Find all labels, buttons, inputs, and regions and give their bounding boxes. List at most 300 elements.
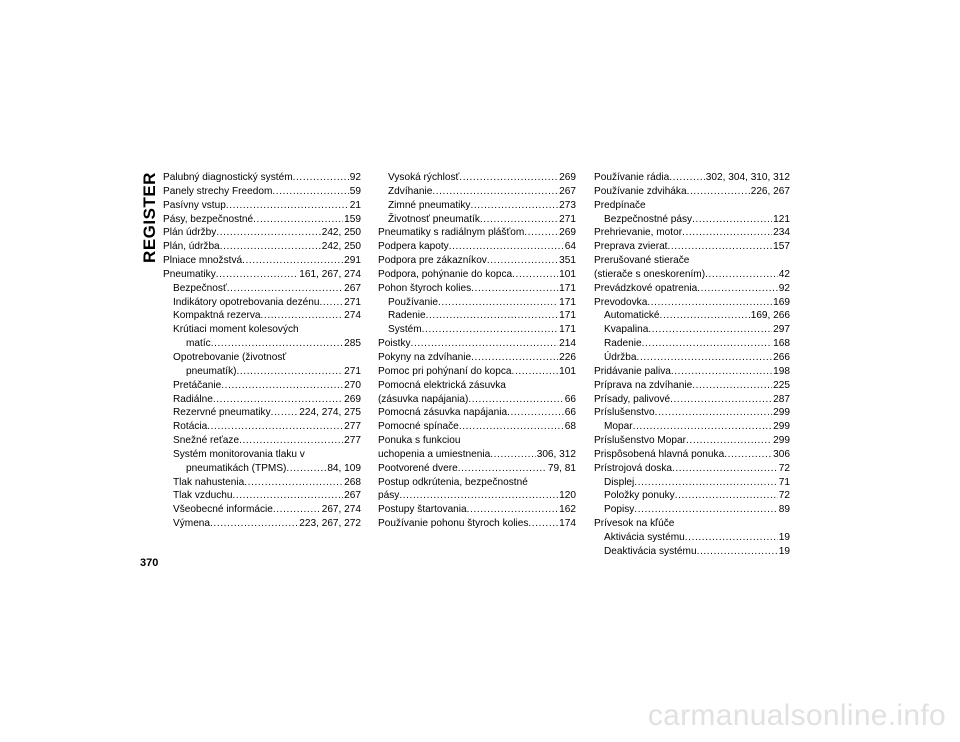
index-entry-page: 299 <box>773 407 790 419</box>
index-entry-term: Príslušenstvo <box>594 407 655 419</box>
index-entry-leader <box>422 323 559 337</box>
index-entry <box>163 393 361 407</box>
index-entry-page: 121 <box>773 213 790 225</box>
index-entry-page: 271 <box>559 213 576 225</box>
index-entry-leader <box>471 282 558 296</box>
index-column-3 <box>594 171 790 559</box>
index-entry-page: 306 <box>773 448 790 460</box>
index-entry-leader <box>432 185 558 199</box>
index-entry-leader <box>655 406 773 420</box>
index-entry-page: 226 <box>559 351 576 363</box>
index-entry-term: Používanie zdviháka <box>594 185 687 197</box>
index-entry <box>378 448 576 462</box>
index-entry-leader <box>660 309 750 323</box>
index-entry-term: (zásuvka napájania) <box>378 393 469 405</box>
index-entry-term: Vysoká rýchlosť <box>388 172 460 183</box>
index-entry <box>378 323 576 337</box>
index-entry-leader <box>242 254 343 268</box>
index-entry-leader <box>471 351 558 365</box>
index-entry-term: Radenie <box>604 338 642 350</box>
index-entry <box>378 171 576 185</box>
index-entry <box>163 171 361 185</box>
index-entry-leader <box>686 434 772 448</box>
index-entry-page: 168 <box>773 338 790 350</box>
index-entry <box>594 185 790 199</box>
index-entry-leader <box>221 379 343 393</box>
index-entry-term: Rotácia <box>173 421 208 433</box>
index-entry-page: 84, 109 <box>327 462 361 474</box>
index-entry-leader <box>207 420 343 434</box>
index-entry-page: 299 <box>773 435 790 447</box>
index-entry <box>163 503 361 517</box>
index-entry-term: Prehrievanie, motor <box>594 227 683 239</box>
index-entry <box>594 268 790 282</box>
index-entry-page: 174 <box>559 518 576 530</box>
index-entry <box>378 240 576 254</box>
index-entry-leader <box>633 420 773 434</box>
index-entry <box>163 309 361 323</box>
index-entry-leader <box>458 462 547 476</box>
index-entry-term: Pokyny na zdvíhanie <box>378 351 472 363</box>
index-entry-term: Kvapalina <box>604 324 649 336</box>
index-entry-leader <box>271 406 299 420</box>
index-entry-term: Systém monitorovania tlaku v <box>173 448 305 460</box>
index-entry <box>594 420 790 434</box>
index-entry-page: 171 <box>559 296 576 308</box>
index-entry-page: 101 <box>559 268 576 280</box>
index-entry <box>163 185 361 199</box>
index-entry-term: Plán údržby <box>163 227 217 239</box>
index-entry <box>163 240 361 254</box>
index-entry-term: Plniace množstvá <box>163 255 243 267</box>
index-entry-term: Pásy, bezpečnostné <box>163 213 254 225</box>
index-entry-term: Rezervné pneumatiky <box>173 407 271 419</box>
index-entry-leader <box>272 185 348 199</box>
index-entry-page: 297 <box>773 324 790 336</box>
index-entry-leader <box>648 323 772 337</box>
index-entry-page: 120 <box>559 490 576 502</box>
index-entry-leader <box>226 199 349 213</box>
index-entry-leader <box>675 489 778 503</box>
index-entry <box>163 434 361 448</box>
index-entry <box>378 379 576 393</box>
index-entry-term: Pomocná zásuvka napájania <box>378 407 508 419</box>
index-entry-leader <box>244 476 343 490</box>
index-entry-term: Používanie rádia <box>594 172 670 183</box>
index-entry-page: 224, 274, 275 <box>299 407 361 419</box>
index-entry <box>378 393 576 407</box>
index-entry <box>378 226 576 240</box>
index-entry-term: Pridávanie paliva <box>594 365 671 377</box>
index-entry <box>378 199 576 213</box>
index-entry-leader <box>216 226 320 240</box>
index-entry-page: 267 <box>344 282 361 294</box>
index-entry <box>378 406 576 420</box>
index-entry-leader <box>634 503 777 517</box>
index-entry-term: Panely strechy Freedom <box>163 185 273 197</box>
index-entry-page: 64 <box>564 241 576 253</box>
index-entry <box>378 185 576 199</box>
index-entry <box>163 448 361 462</box>
index-entry-page: 269 <box>559 227 576 239</box>
index-entry-leader <box>642 337 773 351</box>
index-entry-term: Pretáčanie <box>173 379 222 391</box>
index-entry-term: Pohon štyroch kolies <box>378 282 472 294</box>
index-entry-page: 159 <box>344 213 361 225</box>
index-entry <box>594 448 790 462</box>
index-entry <box>163 254 361 268</box>
index-entry <box>163 213 361 227</box>
index-entry <box>594 434 790 448</box>
index-entry <box>163 282 361 296</box>
index-entry-term: Bezpečnostné pásy <box>604 213 693 225</box>
index-entry-leader <box>692 379 772 393</box>
index-entry-term: Všeobecné informácie <box>173 504 273 516</box>
index-entry-page: 266 <box>773 351 790 363</box>
index-entry <box>594 226 790 240</box>
index-entry-leader <box>470 199 558 213</box>
index-entry-page: 242, 250 <box>321 241 361 253</box>
index-entry-page: 101 <box>559 365 576 377</box>
index-entry-page: 68 <box>564 421 576 433</box>
index-entry-leader <box>399 489 558 503</box>
index-entry <box>163 462 361 476</box>
index-entry-page: 92 <box>778 282 790 294</box>
index-entry-leader <box>487 254 558 268</box>
index-entry <box>163 226 361 240</box>
index-entry-term: Pasívny vstup <box>163 199 226 211</box>
index-entry-leader <box>293 171 349 185</box>
index-entry <box>594 213 790 227</box>
index-entry <box>378 503 576 517</box>
index-entry-term: Pomoc pri pohýnaní do kopca <box>378 365 512 377</box>
index-entry-page: 277 <box>344 435 361 447</box>
index-entry <box>594 282 790 296</box>
index-entry-leader <box>210 517 298 531</box>
index-entry-page: 171 <box>559 324 576 336</box>
index-entry-page: 169 <box>773 296 790 308</box>
index-entry-term: Výmena <box>173 518 211 530</box>
index-entry <box>594 199 790 213</box>
index-entry-term: Deaktivácia systému <box>604 545 697 557</box>
index-entry-leader <box>687 185 750 199</box>
index-entry-page: 42 <box>778 268 790 280</box>
index-entry-page: 271 <box>344 296 361 308</box>
index-entry <box>594 309 790 323</box>
index-entry-term: Preprava zvierat <box>594 241 668 253</box>
index-entry-term: pneumatík) <box>186 365 237 377</box>
index-entry-leader <box>438 296 558 310</box>
index-entry-leader <box>232 489 343 503</box>
index-entry-page: 223, 267, 272 <box>299 518 361 530</box>
index-entry-term: Príslušenstvo Mopar <box>594 435 687 447</box>
index-entry-term: Položky ponuky <box>604 490 675 502</box>
index-entry-page: 302, 304, 310, 312 <box>705 172 790 183</box>
index-entry-page: 225 <box>773 379 790 391</box>
index-entry-page: 72 <box>778 462 790 474</box>
index-entry-page: 198 <box>773 365 790 377</box>
index-entry-leader <box>459 171 558 185</box>
index-entry-page: 267, 274 <box>321 504 361 516</box>
page-number: 370 <box>140 557 159 569</box>
index-entry <box>594 323 790 337</box>
index-entry-term: Aktivácia systému <box>604 531 685 543</box>
index-entry-term: Pneumatiky s radiálnym plášťom <box>378 227 525 239</box>
index-entry <box>594 337 790 351</box>
index-entry-term: Podpora pre zákazníkov <box>378 255 487 267</box>
index-entry <box>378 337 576 351</box>
index-entry <box>594 296 790 310</box>
index-entry-leader <box>319 296 343 310</box>
index-entry-term: Zdvíhanie <box>388 185 433 197</box>
index-entry-page: 79, 81 <box>547 462 576 474</box>
index-entry-leader <box>697 545 778 559</box>
index-entry <box>163 420 361 434</box>
index-entry-leader <box>490 448 535 462</box>
index-entry-page: 269 <box>344 393 361 405</box>
index-entry <box>378 434 576 448</box>
index-entry <box>378 282 576 296</box>
index-entry-page: 162 <box>559 504 576 516</box>
index-entry-leader <box>528 517 558 531</box>
index-entry-leader <box>211 337 343 351</box>
index-entry <box>594 393 790 407</box>
index-entry <box>594 254 790 268</box>
index-entry <box>163 365 361 379</box>
index-entry-term: Mopar <box>604 421 633 433</box>
index-entry-term: Prísady, palivové <box>594 393 671 405</box>
index-entry-term: Životnosť pneumatík <box>388 213 480 225</box>
index-entry <box>594 351 790 365</box>
index-entry-term: Prispôsobená hlavná ponuka <box>594 448 725 460</box>
index-entry <box>163 296 361 310</box>
watermark: carmanualsonline.info <box>647 699 946 732</box>
index-entry-page: 285 <box>344 338 361 350</box>
index-entry <box>594 489 790 503</box>
index-entry <box>594 365 790 379</box>
index-entry-page: 59 <box>349 185 361 197</box>
index-entry-leader <box>682 226 772 240</box>
index-entry <box>163 337 361 351</box>
index-entry-page: 66 <box>564 407 576 419</box>
index-entry-term: (stierače s oneskorením) <box>594 268 706 280</box>
index-entry-page: 267 <box>559 185 576 197</box>
index-entry-leader <box>237 365 344 379</box>
index-entry-page: 291 <box>344 255 361 267</box>
index-entry-page: 72 <box>778 490 790 502</box>
index-entry-page: 274 <box>344 310 361 322</box>
index-entry-term: Prevodovka <box>594 296 648 308</box>
index-entry-term: Kompaktná rezerva <box>173 310 261 322</box>
index-entry-term: Údržba <box>604 351 637 363</box>
index-entry-term: Prerušované stierače <box>594 255 690 267</box>
index-entry-term: Popisy <box>604 504 635 516</box>
index-entry-page: 234 <box>773 227 790 239</box>
index-entry <box>163 323 361 337</box>
index-entry-page: 306, 312 <box>536 448 576 460</box>
index-entry <box>594 406 790 420</box>
index-entry-term: Snežné reťaze <box>173 435 240 447</box>
index-entry-term: Predpínače <box>594 199 646 211</box>
index-entry-term: Prístrojová doska <box>594 462 672 474</box>
index-entry-term: Podpera kapoty <box>378 241 449 253</box>
index-entry-leader <box>670 393 772 407</box>
index-entry-term: Používanie pohonu štyroch kolies <box>378 518 529 530</box>
index-entry <box>163 489 361 503</box>
index-entry-page: 157 <box>773 241 790 253</box>
index-entry <box>594 531 790 545</box>
index-entry-leader <box>411 337 559 351</box>
index-entry-term: Tlak nahustenia <box>173 476 245 488</box>
index-entry-term: Pomocná elektrická zásuvka <box>378 379 506 391</box>
index-entry-page: 270 <box>344 379 361 391</box>
index-entry <box>163 268 361 282</box>
index-entry <box>378 476 576 490</box>
index-entry-term: Tlak vzduchu <box>173 490 233 502</box>
index-entry-leader <box>512 268 558 282</box>
index-entry <box>594 462 790 476</box>
index-entry-term: Príprava na zdvíhanie <box>594 379 693 391</box>
index-entry-page: 214 <box>559 338 576 350</box>
index-entry-page: 269 <box>559 172 576 183</box>
index-entry-term: uchopenia a umiestnenia <box>378 448 491 460</box>
index-entry <box>378 309 576 323</box>
index-entry-term: Automatické <box>604 310 660 322</box>
index-entry <box>378 365 576 379</box>
index-entry-term: Indikátory opotrebovania dezénu <box>173 296 320 308</box>
index-entry <box>378 296 576 310</box>
index-entry-page: 89 <box>778 504 790 516</box>
index-entry <box>594 476 790 490</box>
index-entry-term: Pneumatiky <box>163 268 216 280</box>
index-entry-term: Opotrebovanie (životnosť <box>173 351 287 363</box>
index-entry-term: Podpora, pohýnanie do kopca <box>378 268 513 280</box>
index-entry-leader <box>459 420 564 434</box>
index-entry-term: Displej <box>604 476 635 488</box>
index-entry-leader <box>213 393 343 407</box>
index-entry-term: Systém <box>388 324 422 336</box>
section-title-text: REGISTER <box>139 171 159 263</box>
index-entry <box>378 489 576 503</box>
index-entry-page: 71 <box>778 476 790 488</box>
index-entry <box>594 171 790 185</box>
index-entry-leader <box>253 213 343 227</box>
index-column-1 <box>163 171 361 531</box>
index-entry-leader <box>668 240 773 254</box>
index-entry-term: pneumatikách (TPMS) <box>186 462 287 474</box>
index-entry-leader <box>672 462 778 476</box>
index-entry-term: Postup odkrútenia, bezpečnostné <box>378 476 528 488</box>
index-entry-leader <box>692 213 772 227</box>
index-entry-term: Pootvorené dvere <box>378 462 458 474</box>
index-entry-page: 19 <box>778 545 790 557</box>
index-entry-page: 268 <box>344 476 361 488</box>
index-entry-term: matíc <box>186 338 211 350</box>
index-entry-leader <box>239 434 343 448</box>
index-entry <box>378 462 576 476</box>
index-entry-term: Zimné pneumatiky <box>388 199 471 211</box>
index-entry-leader <box>426 309 559 323</box>
index-entry-leader <box>637 351 773 365</box>
index-entry-leader <box>468 393 563 407</box>
index-entry-page: 66 <box>564 393 576 405</box>
index-entry <box>594 379 790 393</box>
index-entry-leader <box>512 365 559 379</box>
index-entry <box>378 351 576 365</box>
index-entry <box>163 476 361 490</box>
index-entry <box>163 351 361 365</box>
index-entry <box>163 406 361 420</box>
index-entry-leader <box>697 282 778 296</box>
index-entry <box>163 379 361 393</box>
index-entry-term: Ponuka s funkciou <box>378 435 461 447</box>
index-entry-leader <box>286 462 326 476</box>
index-entry-leader <box>634 476 777 490</box>
index-entry-page: 287 <box>773 393 790 405</box>
index-entry-term: Pomocné spínače <box>378 421 459 433</box>
index-entry-page: 171 <box>559 282 576 294</box>
index-entry-leader <box>216 268 299 282</box>
index-entry-page: 271 <box>344 365 361 377</box>
index-entry-term: Krútiaci moment kolesových <box>173 324 299 336</box>
index-entry-leader <box>227 282 343 296</box>
index-entry <box>594 503 790 517</box>
index-entry <box>594 545 790 559</box>
index-entry-leader <box>647 296 772 310</box>
index-entry-page: 267 <box>344 490 361 502</box>
index-entry-page: 169, 266 <box>750 310 790 322</box>
index-entry-leader <box>507 406 564 420</box>
index-entry <box>378 268 576 282</box>
index-entry <box>594 240 790 254</box>
index-entry <box>378 213 576 227</box>
index-entry-leader <box>671 365 772 379</box>
index-entry-term: Plán, údržba <box>163 241 220 253</box>
index-entry-page: 161, 267, 274 <box>299 268 361 280</box>
index-entry-page: 21 <box>349 199 361 211</box>
index-entry-page: 226, 267 <box>750 185 790 197</box>
index-entry-term: Prívesok na kľúče <box>594 518 675 530</box>
index-entry-term: Radenie <box>388 310 426 322</box>
index-entry-page: 19 <box>778 531 790 543</box>
index-entry-leader <box>705 268 778 282</box>
index-column-2 <box>378 171 576 531</box>
index-entry <box>163 199 361 213</box>
index-entry-leader <box>724 448 772 462</box>
index-entry-term: Postupy štartovania <box>378 504 467 516</box>
index-entry <box>378 517 576 531</box>
index-entry-page: 351 <box>559 255 576 267</box>
index-entry-term: Palubný diagnostický systém <box>163 172 293 183</box>
index-entry-leader <box>261 309 344 323</box>
index-entry-page: 171 <box>559 310 576 322</box>
index-entry-term: pásy <box>378 490 400 502</box>
index-entry-leader <box>669 171 705 185</box>
index-entry-term: Radiálne <box>173 393 213 405</box>
index-entry-term: Používanie <box>388 296 438 308</box>
index-entry-page: 92 <box>349 172 361 183</box>
index-entry-leader <box>220 240 321 254</box>
index-entry <box>163 517 361 531</box>
index-entry-leader <box>449 240 564 254</box>
index-entry-leader <box>273 503 321 517</box>
index-entry-term: Bezpečnosť <box>173 282 227 294</box>
index-entry <box>594 517 790 531</box>
index-entry <box>378 420 576 434</box>
index-entry-page: 299 <box>773 421 790 433</box>
section-title <box>140 172 158 262</box>
index-entry-leader <box>480 213 558 227</box>
